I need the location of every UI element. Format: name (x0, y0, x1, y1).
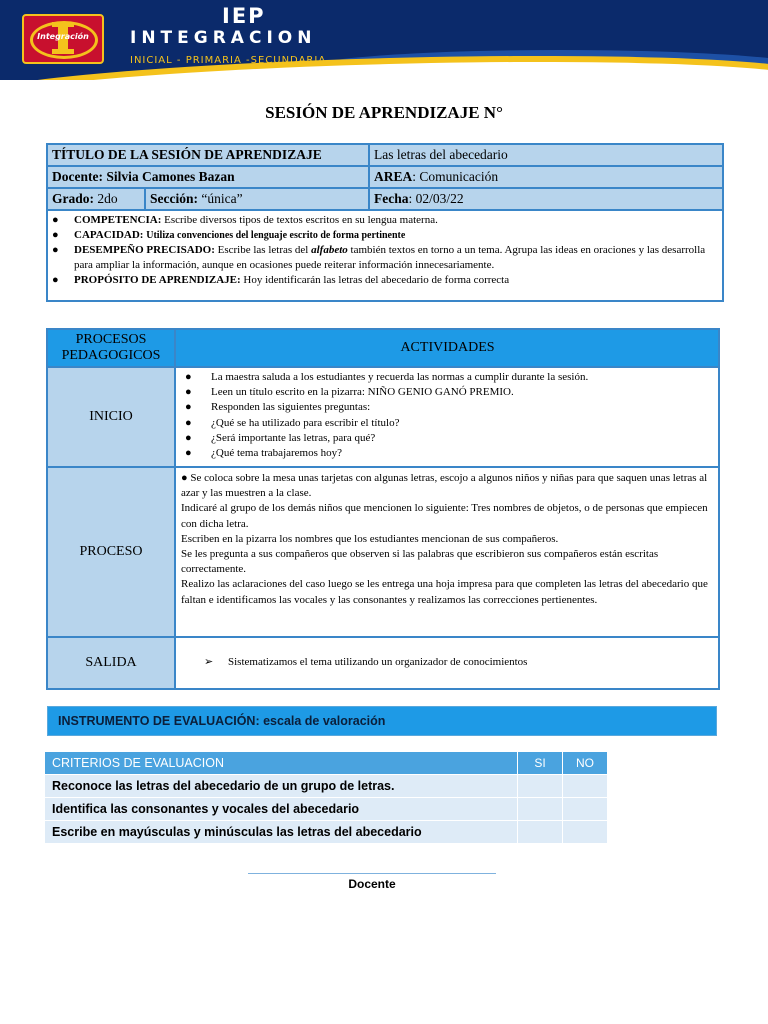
salida-label: SALIDA (48, 638, 176, 688)
list-item: ● Leen un título escrito en la pizarra: NIÑO GENIO GANÓ PREMIO. (185, 386, 514, 399)
inicio-label: INICIO (48, 368, 176, 466)
header-banner (0, 0, 768, 80)
si-cell (517, 775, 562, 797)
salida-activities (176, 638, 718, 688)
session-info-table (46, 143, 724, 302)
school-iep: IEP (222, 4, 266, 28)
proceso-label: PROCESO (48, 468, 176, 636)
docente-cell: Docente: Silvia Camones Bazan (48, 167, 370, 187)
proceso-activities (176, 468, 718, 636)
processes-header: PROCESOS PEDAGOGICOS (48, 330, 176, 366)
evaluation-instrument: INSTRUMENTO DE EVALUACIÓN: escala de valoración (47, 706, 717, 736)
school-logo-icon (22, 14, 104, 64)
list-item: ● DESEMPEÑO PRECISADO: Escribe las letras del alfabeto también textos en torno a un tema. Agrupa las ideas en oraciones y las desarrolla para ampliar la información, aunque en ocasiones puede reiterar información innecesariamente. (52, 244, 706, 271)
salida-item: Sistematizamos el tema utilizando un organizador de conocimientos (228, 656, 528, 669)
table-row (45, 821, 607, 844)
list-item: ● La maestra saluda a los estudiantes y recuerda las normas a cumplir durante la sesión. (185, 371, 589, 383)
criteria-header-row (45, 752, 607, 775)
no-header: NO (562, 752, 607, 774)
no-cell (562, 821, 607, 843)
paragraph: Indicaré al grupo de los demás niños que mencionen lo siguiente: Tres nombres de objetos, o de personas que empiecen con dicha letra. (181, 502, 708, 530)
no-cell (562, 798, 607, 820)
session-objectives (48, 211, 722, 300)
list-item: ● Responden las siguientes preguntas: (185, 401, 371, 414)
criterion-text: Escribe en mayúsculas y minúsculas las letras del abecedario (52, 825, 422, 839)
list-item: ● ¿Será importante las letras, para qué? (185, 431, 376, 444)
processes-table (46, 328, 720, 690)
si-cell (517, 821, 562, 843)
logo-text: Integración (37, 32, 89, 41)
table-row (45, 798, 607, 821)
grado-cell: Grado: 2do (48, 189, 146, 209)
list-item: ● PROPÓSITO DE APRENDIZAJE: Hoy identificarán las letras del abecedario de forma correcta (52, 274, 510, 286)
paragraph: Se les pregunta a sus compañeros que observen si las palabras que escribieron sus compañeros están escritas correctamente. (181, 548, 659, 576)
titulo-label-cell: TÍTULO DE LA SESIÓN DE APRENDIZAJE (48, 145, 370, 165)
criteria-table (45, 752, 607, 844)
criteria-header: CRITERIOS DE EVALUACION (52, 756, 225, 770)
list-item: ● ¿Qué tema trabajaremos hoy? (185, 447, 343, 460)
criterion-text: Identifica las consonantes y vocales del abecedario (52, 802, 360, 816)
document-title: SESIÓN DE APRENDIZAJE N° (265, 103, 503, 122)
arrow-icon: ➢ (204, 656, 214, 669)
list-item: ● CAPACIDAD: Utiliza convenciones del lenguaje escrito de forma pertinente (52, 229, 406, 241)
signature-line (248, 873, 496, 874)
si-header: SI (517, 752, 562, 774)
table-row (45, 775, 607, 798)
paragraph: Escriben en la pizarra los nombres que los estudiantes mencionan de sus compañeros. (181, 532, 559, 545)
list-item: ● COMPETENCIA: Escribe diversos tipos de textos escritos en su lengua materna. (52, 214, 438, 226)
paragraph: Realizo las aclaraciones del caso luego se les entrega una hoja impresa para que completen las letras del abecedario que faltan e identificamos las vocales y las consonantes y realizamos las correcciones pertienentes. (181, 578, 708, 606)
paragraph: ● Se coloca sobre la mesa unas tarjetas con algunas letras, escojo a algunos niños y niñas para que saquen unas letras al azar y las muestren a la clase. (181, 472, 708, 500)
school-levels: INICIAL - PRIMARIA -SECUNDARIA (130, 55, 327, 66)
seccion-cell: Sección: “única” (146, 189, 370, 209)
list-item: ● ¿Qué se ha utilizado para escribir el título? (185, 416, 400, 429)
activities-header: ACTIVIDADES (176, 330, 718, 366)
no-cell (562, 775, 607, 797)
signature-label: Docente (348, 877, 396, 891)
inicio-activities (176, 368, 718, 466)
si-cell (517, 798, 562, 820)
school-name: INTEGRACION (130, 28, 317, 48)
criterion-text: Reconoce las letras del abecedario de un grupo de letras. (52, 779, 395, 793)
titulo-value-cell: Las letras del abecedario (370, 145, 722, 165)
area-cell: AREA: Comunicación (370, 167, 722, 187)
fecha-cell: Fecha: 02/03/22 (370, 189, 722, 209)
